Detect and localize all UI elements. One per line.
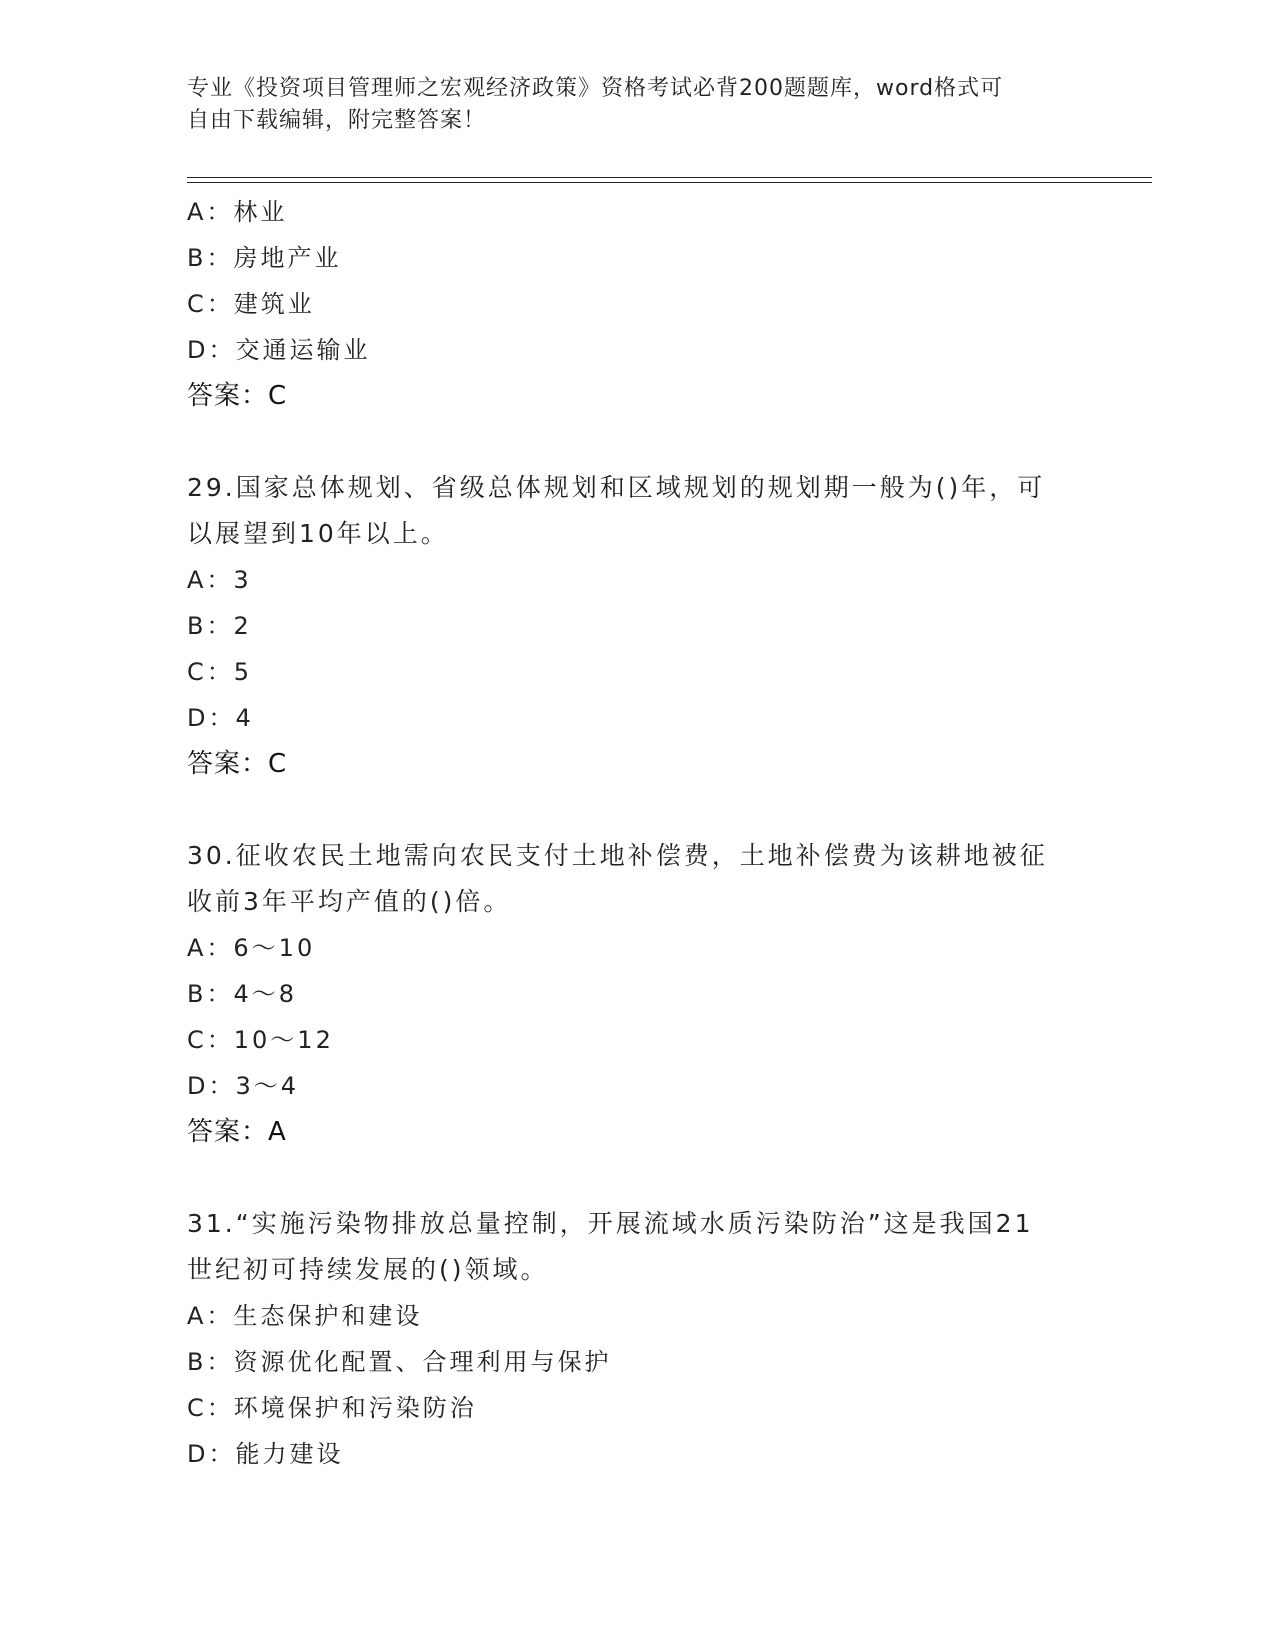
option-c: C：10～12: [187, 1026, 334, 1054]
page-header: [187, 73, 1087, 137]
answer: 答案：C: [187, 749, 288, 779]
question-31: [187, 1201, 1087, 1477]
option-a: A：3: [187, 566, 252, 594]
question-30: [187, 833, 1087, 1155]
question-stem-line-2: 以展望到10年以上。: [187, 519, 449, 548]
option-c: C：环境保护和污染防治: [187, 1394, 477, 1422]
option-a: A：生态保护和建设: [187, 1302, 423, 1330]
option-b: B：2: [187, 612, 252, 640]
option-a: A：6～10: [187, 934, 316, 962]
question-stem: [187, 1201, 1067, 1293]
question-stem-line-1: 30.征收农民土地需向农民支付土地补偿费，土地补偿费为该耕地被征: [187, 841, 1048, 870]
spacer: [187, 787, 1087, 833]
question-29: [187, 465, 1087, 787]
option-d: D：能力建设: [187, 1440, 344, 1468]
question-stem-line-1: 29.国家总体规划、省级总体规划和区域规划的规划期一般为()年，可: [187, 473, 1046, 502]
question-28: [187, 189, 1087, 419]
header-line-2: 自由下载编辑，附完整答案！: [187, 108, 487, 133]
question-stem-line-1: 31.“实施污染物排放总量控制，开展流域水质污染防治”这是我国21: [187, 1209, 1034, 1238]
option-d: D：交通运输业: [187, 336, 371, 364]
question-stem-line-2: 世纪初可持续发展的()领域。: [187, 1255, 549, 1284]
question-stem: [187, 465, 1067, 557]
question-list: [187, 189, 1087, 1477]
header-rule-bottom: [187, 182, 1152, 183]
option-b: B：资源优化配置、合理利用与保护: [187, 1348, 612, 1376]
option-d: D：3～4: [187, 1072, 300, 1100]
option-b: B：4～8: [187, 980, 298, 1008]
spacer: [187, 419, 1087, 465]
answer: 答案：A: [187, 1117, 287, 1147]
option-c: C：5: [187, 658, 253, 686]
option-c: C：建筑业: [187, 290, 315, 318]
question-stem-line-2: 收前3年平均产值的()倍。: [187, 887, 512, 916]
header-line-1: 专业《投资项目管理师之宏观经济政策》资格考试必背200题题库，word格式可: [187, 76, 1004, 101]
spacer: [187, 1155, 1087, 1201]
option-d: D：4: [187, 704, 254, 732]
question-stem: [187, 833, 1067, 925]
header-rule-top: [187, 177, 1152, 178]
option-b: B：房地产业: [187, 244, 342, 272]
option-a: A：林业: [187, 198, 288, 226]
answer: 答案：C: [187, 381, 288, 411]
